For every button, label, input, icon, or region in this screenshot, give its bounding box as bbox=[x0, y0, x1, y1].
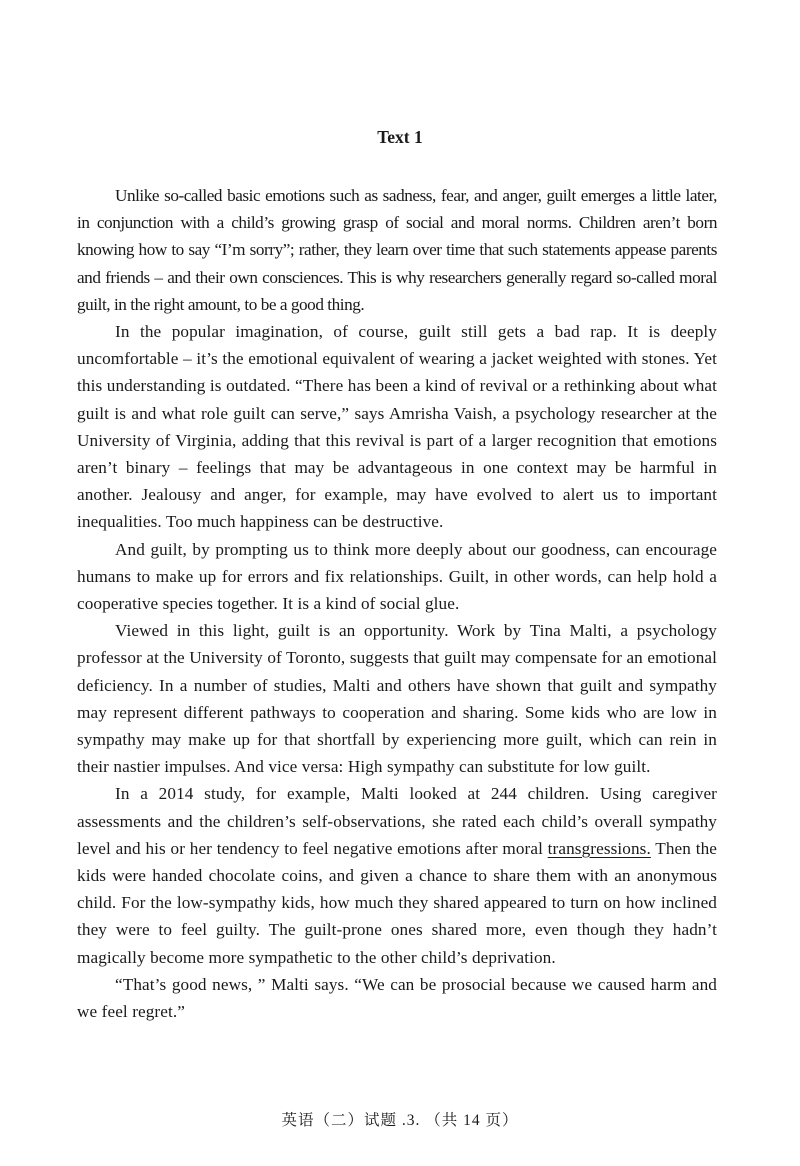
paragraph-5-text-before: In a 2014 study, for example, Malti looked at 244 children. Using caregiver assessments and the children’s self-observations, she rated each child’s overall sympathy level and his or her tendency to feel negative emotions after moral bbox=[77, 784, 717, 858]
passage-title: Text 1 bbox=[377, 127, 423, 147]
passage-body bbox=[77, 182, 717, 1025]
paragraph-5-text-after: Then the kids were handed chocolate coins, and given a chance to share them with an anonymous child. For the low-sympathy kids, how much they shared appeared to turn on how inclined they were to feel guilty. The guilt-prone ones shared more, even though they hadn’t magically become more sympathetic to the other child’s deprivation. bbox=[77, 838, 717, 967]
paragraph-4: Viewed in this light, guilt is an opportunity. Work by Tina Malti, a psychology professor at the University of Toronto, suggests that guilt may compensate for an emotional deficiency. In a number of studies, Malti and others have shown that guilt and sympathy may represent different pathways to cooperation and sharing. Some kids who are low in sympathy may make up for that shortfall by experiencing more guilt, which can rein in their nastier impulses. And vice versa: High sympathy can substitute for low guilt. bbox=[77, 621, 717, 777]
paragraph-3: And guilt, by prompting us to think more deeply about our goodness, can encourage humans to make up for errors and fix relationships. Guilt, in other words, can help hold a cooperative species together. It is a kind of social glue. bbox=[77, 539, 717, 614]
page-footer: 英语（二）试题 .3. （共 14 页） bbox=[281, 1112, 519, 1129]
paragraph-2: In the popular imagination, of course, guilt still gets a bad rap. It is deeply uncomfortable – it’s the emotional equivalent of wearing a jacket weighted with stones. Yet this understanding is outdated. “There has been a kind of revival or a rethinking about what guilt is and what role guilt can serve,” says Amrisha Vaish, a psychology researcher at the University of Virginia, adding that this revival is part of a larger recognition that emotions aren’t binary – feelings that may be advantageous in one context may be harmful in another. Jealousy and anger, for example, may have evolved to alert us to important inequalities. Too much happiness can be destructive. bbox=[77, 322, 717, 532]
paragraph-5 bbox=[77, 780, 717, 970]
paragraph-1: Unlike so-called basic emotions such as sadness, fear, and anger, guilt emerges a little later, in conjunction with a child’s growing grasp of social and moral norms. Children aren’t born knowing how to say “I’m sorry”; rather, they learn over time that such statements appease parents and friends – and their own consciences. This is why researchers generally regard so-called moral guilt, in the right amount, to be a good thing. bbox=[77, 186, 717, 314]
underlined-word: transgressions. bbox=[547, 838, 651, 858]
paragraph-6: “That’s good news, ” Malti says. “We can be prosocial because we caused harm and we feel regret.” bbox=[77, 974, 717, 1022]
